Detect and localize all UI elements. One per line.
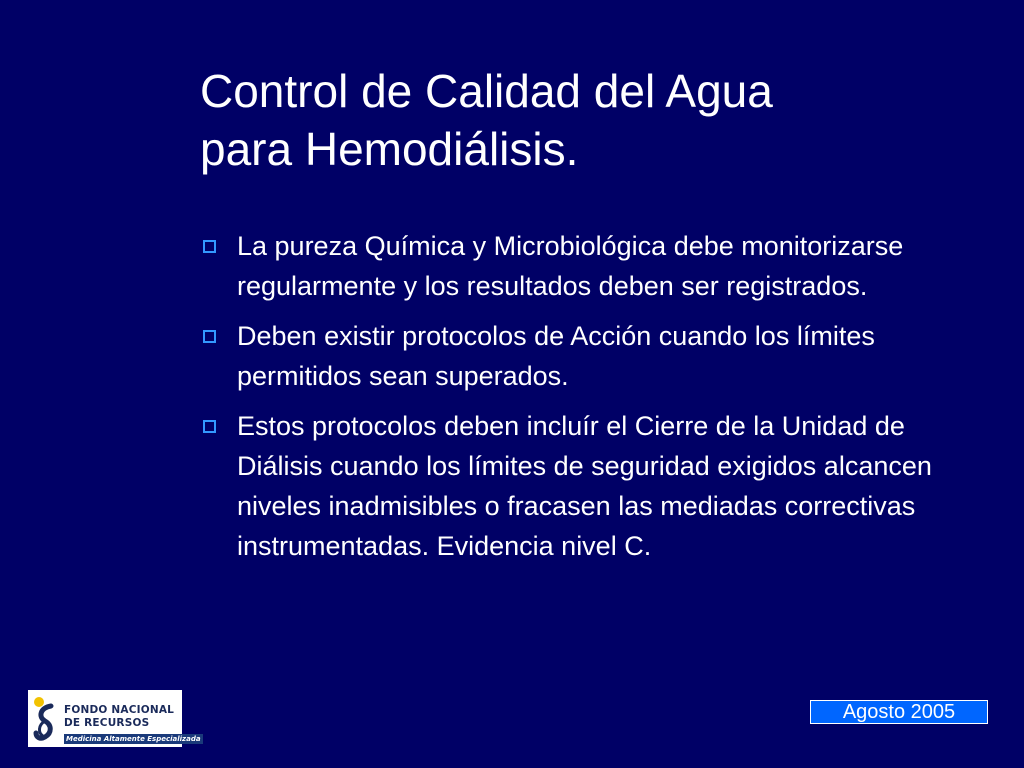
- bullet-list: [200, 226, 960, 576]
- date-badge: Agosto 2005: [810, 700, 988, 724]
- logo-text-line2: DE RECURSOS: [64, 717, 150, 729]
- square-bullet-icon: [203, 240, 216, 253]
- slide-title-line2: para Hemodiálisis.: [200, 123, 579, 175]
- bullet-text: Deben existir protocolos de Acción cuando los límites permitidos sean superados.: [237, 321, 875, 391]
- fondo-nacional-logo: [28, 690, 201, 747]
- bullet-item: [200, 316, 960, 396]
- square-bullet-icon: [203, 420, 216, 433]
- square-bullet-icon: [203, 330, 216, 343]
- bullet-text: Estos protocolos deben incluír el Cierre de la Unidad de Diálisis cuando los límites de seguridad exigidos alcancen niveles inadmisibles o fracasen las mediadas correctivas instrumentadas. Evidencia nivel C.: [237, 411, 932, 561]
- logo-tagline: Medicina Altamente Especializada: [66, 735, 201, 743]
- bullet-item: [200, 406, 960, 566]
- logo-text-line1: FONDO NACIONAL: [64, 704, 175, 716]
- slide-title: [200, 62, 980, 178]
- slide-title-line1: Control de Calidad del Agua: [200, 65, 773, 117]
- bullet-item: [200, 226, 960, 306]
- logo-emblem-icon: [30, 693, 60, 745]
- bullet-text: La pureza Química y Microbiológica debe monitorizarse regularmente y los resultados deben ser registrados.: [237, 231, 904, 301]
